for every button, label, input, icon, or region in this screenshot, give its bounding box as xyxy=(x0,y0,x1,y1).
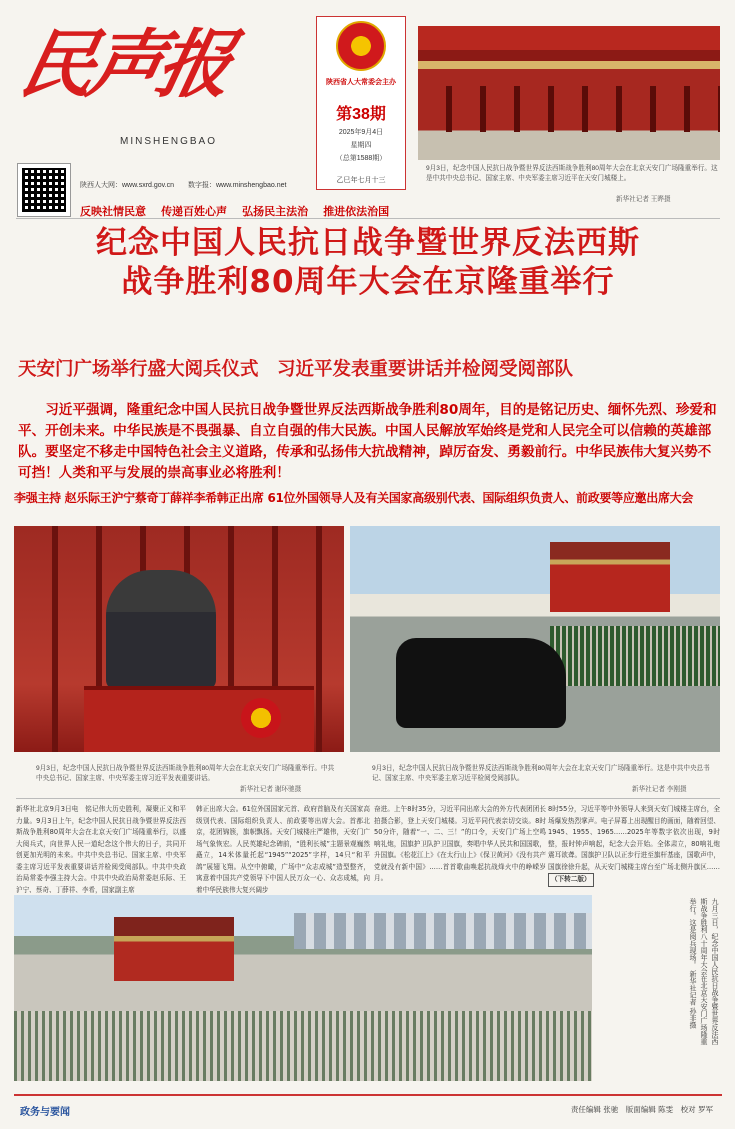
headline-line2: 战争胜利80周年大会在京隆重举行 xyxy=(121,264,615,300)
right-photo-credit: 新华社记者 李刚摄 xyxy=(632,786,687,793)
total-issue: （总第1588期） xyxy=(335,155,387,162)
headline xyxy=(18,224,718,302)
logo-latin: MINSHENGBAO xyxy=(120,136,218,147)
speech-photo xyxy=(14,526,344,752)
right-photo-caption: 9月3日，纪念中国人民抗日战争暨世界反法西斯战争胜利80周年大会在北京天安门广场隆重举行。这是中共中央总书记、国家主席、中央军委主席习近平检阅受阅部队。 xyxy=(372,765,710,782)
qr-code-icon[interactable] xyxy=(17,163,71,217)
slogans xyxy=(80,203,420,219)
top-photo-credit: 新华社记者 王晔摄 xyxy=(616,196,671,203)
article-column-2: 韩正出席大会。61位外国国家元首、政府首脑及有关国家高级别代表、国际组织负责人、前政要等出席大会。首都北京，花团锦簇，旗帜飘扬。天安门城楼庄严雄伟，天安门广场气象恢宏。人民英雄纪念碑前，“胜利长城”主题景观巍然矗立，14米体量托起“1945”“2025”字样，14只“和平鸽”展翅飞翔。从空中俯瞰，广场中“众志成城”造型整齐，寓意着中国共产党领导下中国人民万众一心、众志成城，向着中华民族伟大复兴阔步 xyxy=(196,805,370,894)
parade-square-photo xyxy=(14,895,592,1081)
national-emblem-icon xyxy=(336,21,386,71)
issue-date: 2025年9月4日 xyxy=(338,129,384,136)
masthead-logo xyxy=(12,22,302,147)
footer-rule xyxy=(14,1094,722,1096)
sponsor: 陕西省人大常委会主办 xyxy=(326,79,396,86)
lead-paragraph: 习近平强调，隆重纪念中国人民抗日战争暨世界反法西斯战争胜利80周年，目的是铭记历史、缅怀先烈、珍爱和平、开创未来。中华民族是不畏强暴、自立自强的伟大民族。中国人民解放军始终是党和人民完全可以信赖的英雄部队。要坚定不移走中国特色社会主义道路，传承和弘扬伟大抗战精神，踔厉奋发、勇毅前行。中华民族伟大复兴势不可挡！人类和平与发展的崇高事业必将胜利！ xyxy=(18,402,717,481)
weekday: 星期四 xyxy=(350,142,372,149)
article-column-4 xyxy=(548,804,720,887)
website-info: 陕西人大网：www.sxrd.gov.cn 数字报：www.minshengbao.net xyxy=(80,182,287,189)
attendees-line: 李强主持 赵乐际王沪宁蔡奇丁薛祥李希韩正出席 61位外国领导人及有关国家高级别代表、国际组织负责人、前政要等应邀出席大会 xyxy=(14,491,694,505)
article-column-3: 奋进。上午8时35分，习近平同出席大会的外方代表团团长拍摄合影，登上天安门城楼。习近平同代表亲切交谈。8时50分许，随着“一、二、三！”的口令，天安门广场上空鸣响礼炮，国旗护卫队护卫国旗，奏唱中华人民共和国国歌，升国旗。《松花江上》《在太行山上》《保卫黄河》《没有共产党就没有新中国》……首首歌曲唤起抗战烽火中的峥嵘岁月。 xyxy=(374,805,546,882)
article-column-1: 新华社北京9月3日电 铭记伟大历史胜利，凝聚正义和平力量。9月3日上午，纪念中国人民抗日战争暨世界反法西斯战争胜利80周年大会在北京天安门广场隆重举行，以盛大阅兵式，向世界人民一道纪念这个伟大的日子，共同开创更加光明的未来。中共中央总书记、国家主席、中央军委主席习近平发表重要讲话并检阅受阅部队。中共中央政治局常委李强主持大会。中共中央政治局常委赵乐际、王沪宁、蔡奇、丁薛祥、李希，国家副主席 xyxy=(16,805,186,894)
top-photo-caption: 9月3日，纪念中国人民抗日战争暨世界反法西斯战争胜利80周年大会在北京天安门广场隆重举行。这是中共中央总书记、国家主席、中央军委主席习近平在天安门城楼上。 xyxy=(426,165,718,182)
national-emblem-icon xyxy=(241,698,281,738)
slogan: 反映社情民意 xyxy=(80,206,146,218)
lunar-date: 乙巳年七月十三 xyxy=(336,177,386,184)
left-photo-caption: 9月3日，纪念中国人民抗日战争暨世界反法西斯战争胜利80周年大会在北京天安门广场隆重举行。中共中央总书记、国家主席、中央军委主席习近平发表重要讲话。 xyxy=(36,765,335,782)
bottom-photo-caption xyxy=(600,898,720,1048)
bottom-photo-caption-text: 九月三日，纪念中国人民抗日战争暨世界反法西斯战争胜利八十周年大会在北京天安门广场隆重举行。这是阅兵现场。 xyxy=(689,898,719,1045)
inspection-photo xyxy=(350,526,720,752)
bottom-photo-credit: 新华社记者 孙非摄 xyxy=(689,970,697,1029)
article-column-4-text: 8时55分，习近平等中外领导人来到天安门城楼主席台，全场爆发热烈掌声。电子屏幕上出现醒目的画面，随着回望、1945、1955、1965……2025年等数字依次出现，9时整，报时钟声响起，纪念大会开始。全体肃立，80响礼炮震耳欲聋。国旗护卫队以正步行进至旗杆基座，国歌声中，国旗徐徐升起，从天安门城楼主席台至广场北侧升旗区…… xyxy=(548,805,720,871)
divider xyxy=(16,798,720,799)
subheadline: 天安门广场举行盛大阅兵仪式 习近平发表重要讲话并检阅受阅部队 xyxy=(18,359,574,380)
issue-number: 第38期 xyxy=(336,106,386,123)
section-name: 政务与要闻 xyxy=(20,1107,70,1118)
slogan: 弘扬民主法治 xyxy=(242,206,309,218)
slogan: 推进依法治国 xyxy=(323,206,390,218)
issue-box xyxy=(316,16,406,190)
left-photo-credit: 新华社记者 谢环驰摄 xyxy=(240,786,302,793)
continued-link[interactable]: （下转二版） xyxy=(548,873,594,887)
tiananmen-rostrum-photo xyxy=(418,26,720,160)
slogan: 传递百姓心声 xyxy=(161,206,228,218)
editor-credits: 责任编辑 张驰 版面编辑 陈雯 校对 罗军 xyxy=(570,1105,713,1114)
headline-line1: 纪念中国人民抗日战争暨世界反法西斯 xyxy=(96,225,640,261)
logo-text: 民声报 xyxy=(12,22,236,108)
divider xyxy=(16,218,720,219)
